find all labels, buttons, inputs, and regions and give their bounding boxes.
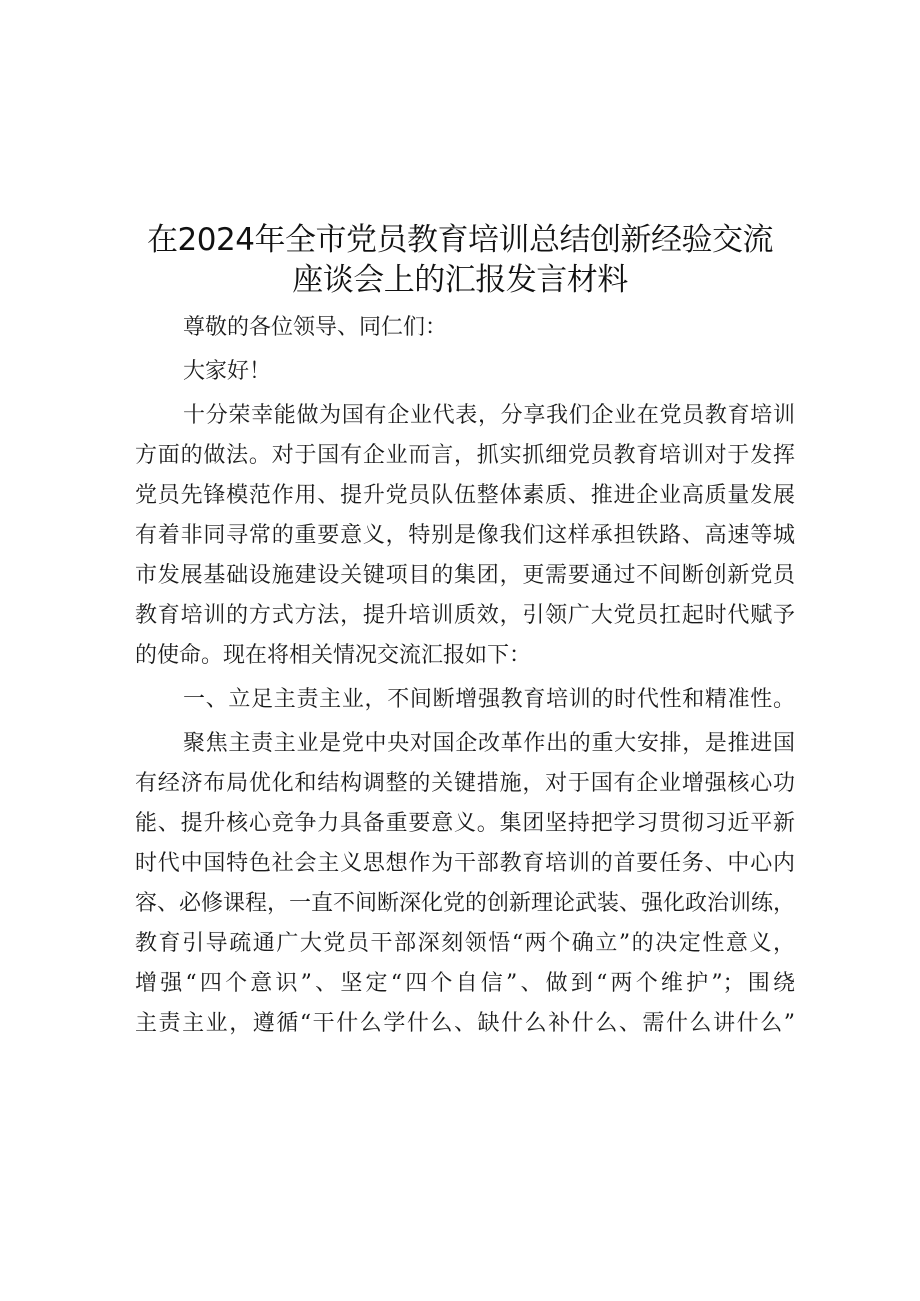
paragraph-line: 市发展基础设施建设关键项目的集团，更需要通过不间断创新党员 [135, 563, 795, 588]
paragraph-line: 教育引导疏通广大党员干部深刻领悟“两个确立”的决定性意义， [135, 931, 795, 956]
section-heading-1: 一、立足主责主业，不间断增强教育培训的时代性和精准性。 [183, 687, 795, 712]
document-body [135, 308, 795, 1044]
paragraph-line: 聚焦主责主业是党中央对国企改革作出的重大安排，是推进国 [183, 731, 795, 756]
paragraph-line: 时代中国特色社会主义思想作为干部教育培训的首要任务、中心内 [135, 851, 795, 876]
document-title-line-2: 座谈会上的汇报发言材料 [292, 262, 628, 298]
paragraph-line: 有着非同寻常的重要意义，特别是像我们这样承担铁路、高速等城 [135, 523, 795, 548]
paragraph-line: 教育培训的方式方法，提升培训质效，引领广大党员扛起时代赋予 [135, 603, 795, 628]
paragraph-2 [135, 724, 795, 1044]
paragraph-line: 增强“四个意识”、坚定“四个自信”、做到“两个维护”；围绕 [135, 971, 795, 996]
salutation: 尊敬的各位领导、同仁们： [183, 315, 448, 340]
paragraph-line: 十分荣幸能做为国有企业代表，分享我们企业在党员教育培训 [183, 403, 795, 428]
paragraph-line: 主责主业，遵循“干什么学什么、缺什么补什么、需什么讲什么” [135, 1011, 795, 1036]
paragraph-line: 的使命。现在将相关情况交流汇报如下： [135, 643, 532, 668]
paragraph-line: 容、必修课程，一直不间断深化党的创新理论武装、强化政治训练， [135, 891, 795, 916]
paragraph-line: 有经济布局优化和结构调整的关键措施，对于国有企业增强核心功 [135, 771, 795, 796]
paragraph-line: 方面的做法。对于国有企业而言，抓实抓细党员教育培训对于发挥 [135, 443, 795, 468]
paragraph-1 [135, 396, 795, 676]
paragraph-line: 党员先锋模范作用、提升党员队伍整体素质、推进企业高质量发展 [135, 483, 795, 508]
greeting: 大家好！ [183, 359, 272, 384]
paragraph-line: 能、提升核心竞争力具备重要意义。集团坚持把学习贯彻习近平新 [135, 811, 795, 836]
document-title-line-1: 在2024年全市党员教育培训总结创新经验交流 [147, 222, 773, 258]
